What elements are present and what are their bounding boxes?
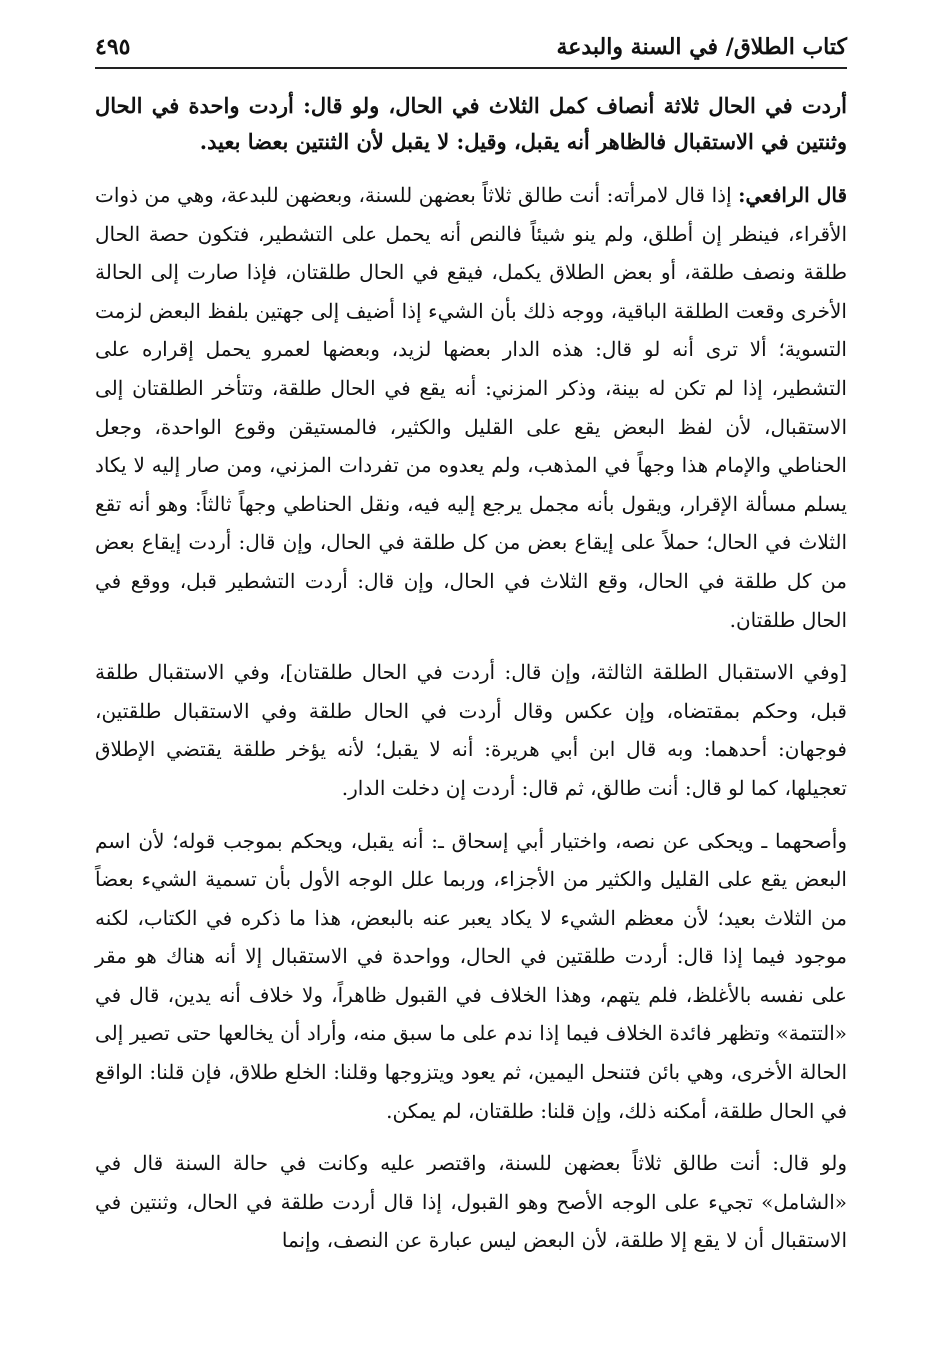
- page-number: ٤٩٥: [95, 34, 131, 60]
- chapter-title: كتاب الطلاق/ في السنة والبدعة: [556, 34, 847, 60]
- paragraph-text: [وفي الاستقبال الطلقة الثالثة، وإن قال: أردت في الحال طلقتان]، وفي الاستقبال طلقة قبل، وحكم بمقتضاه، وإن عكس وقال أردت في الحال طلقة وفي الاستقبال طلقتين، فوجهان: أحدهما: وبه قال ابن أبي هريرة: أنه لا يقبل؛ لأنه يؤخر طلقة يقتضي الإطلاق تعجيلها، كما لو قال: أنت طالق، ثم قال: أردت إن دخلت الدار.: [95, 660, 847, 800]
- header-divider: [95, 67, 847, 69]
- running-header: [95, 30, 847, 70]
- paragraph-text: ولو قال: أنت طالق ثلاثاً بعضهن للسنة، واقتصر عليه وكانت في حالة السنة قال في «الشامل» تجيء على الوجه الأصح وهو القبول، إذا قال أردت طلقة في الحال، وثنتين في الاستقبال أن لا يقع إلا طلقة، لأن البعض ليس عبارة عن النصف، وإنما: [95, 1151, 847, 1253]
- commentary-paragraph: [95, 653, 847, 807]
- commentary-paragraph: [95, 1144, 847, 1260]
- paragraph-text: إذا قال لامرأته: أنت طالق ثلاثاً بعضهن للسنة، وبعضهن للبدعة، وهي من ذوات الأقراء، فينظر إن أطلق، ولم ينو شيئاً فالنص أنه يحمل على التشطير، فتكون حصة الحال طلقة ونصف طلقة، أو بعض الطلاق يكمل، فيقع في الحال طلقتان، فإذا صارت إلى الحالة الأخرى وقعت الطلقة الباقية، ووجه ذلك بأن الشيء إذا أضيف إلى جهتين بلفظ البعض لزمت التسوية؛ ألا ترى أنه لو قال: هذه الدار بعضها لزيد، وبعضها لعمرو يحمل إقراره على التشطير، إذا لم تكن له بينة، وذكر المزني: أنه يقع في الحال طلقة، وتتأخر الطلقتان إلى الاستقبال، لأن لفظ البعض يقع على القليل والكثير، فالمستيقن وقوع الواحدة، وجعل الحناطي والإمام هذا وجهاً في المذهب، ولم يعدوه من تفردات المزني، ومن صار إليه لا يكاد يسلم مسألة الإقرار، ويقول بأنه مجمل يرجع إليه فيه، ونقل الحناطي وجهاً ثالثاً: وهو أنه تقع الثلاث في الحال؛ حملاً على إيقاع بعض من كل طلقة في الحال، وإن قال: أردت إيقاع بعض من كل طلقة في الحال، وقع الثلاث في الحال، وإن قال: أردت التشطير قبل، ووقع في الحال طلقتان.: [95, 183, 847, 632]
- commentary-paragraph: [95, 822, 847, 1131]
- paragraph-text: وأصحهما ـ ويحكى عن نصه، واختيار أبي إسحاق ـ: أنه يقبل، ويحكم بموجب قوله؛ لأن اسم البعض يقع على القليل والكثير من الأجزاء، وربما علل الوجه الأول بأن تسمية الشيء بعضاً من الثلاث بعيد؛ لأن معظم الشيء لا يكاد يعبر عنه بالبعض، هذا ما ذكره في الكتاب، لكنه موجود فيما إذا قال: أردت طلقتين في الحال، وواحدة في الاستقبال إلا أنه هناك هو مقر على نفسه بالأغلظ، فلم يتهم، وهذا الخلاف في القبول ظاهراً، ولا خلاف أنه يدين، قال في «التتمة» وتظهر فائدة الخلاف فيما إذا ندم على ما سبق منه، وأراد أن يخالعها حتى تصير إلى الحالة الأخرى، وهي بائن فتنحل اليمين، ثم يعود ويتزوجها وقلنا: الخلع طلاق، فإن قلنا: الواقع في الحال طلقة، أمكنه ذلك، وإن قلنا: طلقتان، لم يمكن.: [95, 828, 847, 1123]
- paragraph-text: أردت في الحال ثلاثة أنصاف كمل الثلاث في الحال، ولو قال: أردت واحدة في الحال وثنتين في الاستقبال فالظاهر أنه يقبل، وقيل: لا يقبل لأن الثنتين بعضا بعيد.: [95, 93, 847, 154]
- matn-paragraph: [95, 88, 847, 160]
- speaker-label: قال الرافعي:: [738, 183, 848, 207]
- page-body: [95, 88, 847, 1274]
- commentary-paragraph: [95, 176, 847, 639]
